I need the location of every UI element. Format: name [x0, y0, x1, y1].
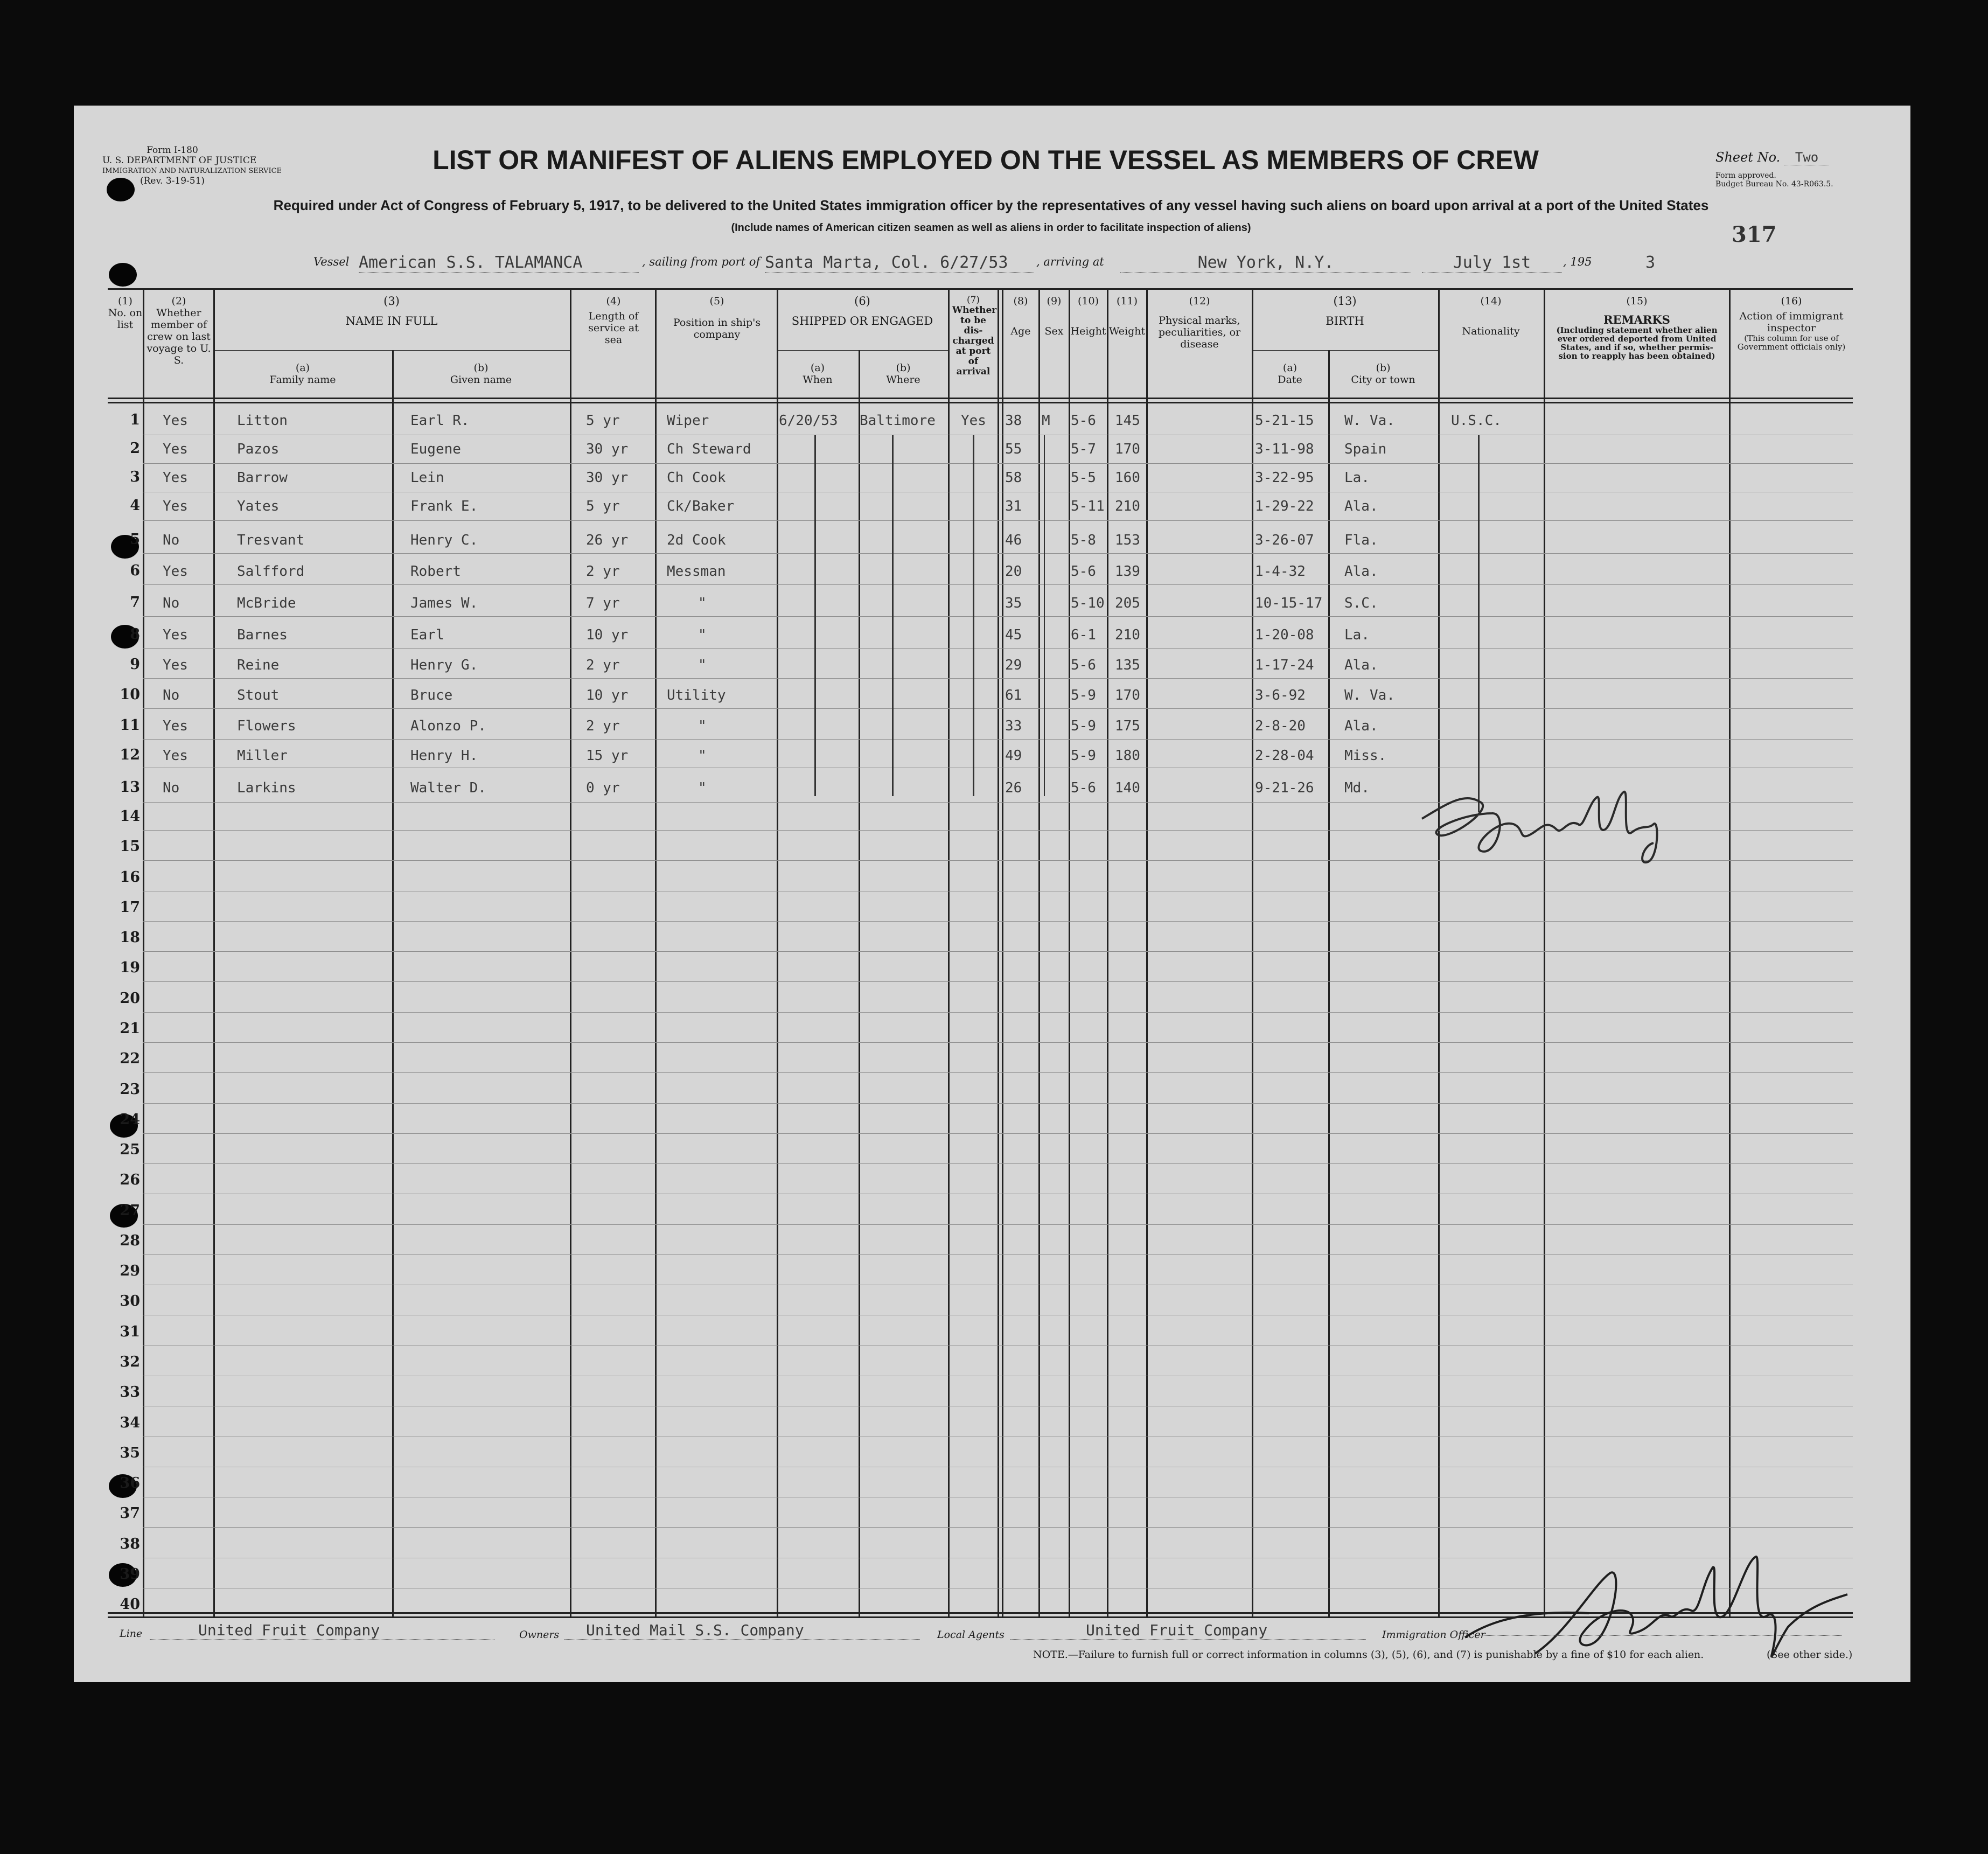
given-name-cell: Alonzo P. — [410, 718, 486, 734]
row-number: 11 — [120, 717, 140, 734]
previous-voyage-cell: Yes — [163, 748, 188, 764]
weight-cell: 210 — [1115, 627, 1140, 643]
row-number: 26 — [120, 1172, 140, 1188]
previous-voyage-cell: Yes — [163, 498, 188, 514]
given-name-cell: Bruce — [410, 687, 453, 703]
birth-place-cell: Fla. — [1344, 532, 1378, 548]
row-number: 39 — [120, 1566, 140, 1583]
weight-cell: 160 — [1115, 470, 1140, 486]
birth-place-cell: Ala. — [1344, 563, 1378, 580]
birth-date-cell: 3-11-98 — [1255, 441, 1314, 457]
row-number: 20 — [120, 990, 140, 1007]
birth-place-cell: La. — [1344, 470, 1370, 486]
col-previous-voyage-header: (2) Whether member of crew on last voyage to U. S. — [147, 295, 211, 366]
col-service-header: (4) Length of service at sea — [588, 295, 639, 346]
weight-cell: 170 — [1115, 441, 1140, 457]
discharged-cell: Yes — [961, 413, 986, 429]
sheet-number: Sheet No. Two — [1715, 150, 1829, 165]
row-number: 31 — [120, 1323, 140, 1340]
position-cell: Ck/Baker — [667, 498, 735, 514]
height-cell: 5-5 — [1071, 470, 1096, 486]
height-cell: 5-8 — [1071, 532, 1096, 548]
height-cell: 5-9 — [1071, 687, 1096, 703]
birth-place-cell: La. — [1344, 627, 1370, 643]
col-height-header: (10) Height — [1070, 295, 1106, 337]
birth-date-cell: 5-21-15 — [1255, 413, 1314, 429]
given-name-cell: Henry H. — [410, 748, 478, 764]
position-cell: Ch Steward — [667, 441, 751, 457]
service-length-cell: 10 yr — [586, 687, 629, 703]
row-number: 18 — [120, 929, 140, 946]
height-cell: 5-10 — [1071, 595, 1105, 611]
officer-label: Immigration Officer — [1382, 1629, 1485, 1641]
position-cell: " — [698, 627, 707, 643]
age-cell: 33 — [1005, 718, 1022, 734]
position-cell: " — [698, 780, 707, 796]
inspector-signature — [1417, 781, 1675, 873]
age-cell: 35 — [1005, 595, 1022, 611]
sailing-port: Santa Marta, Col. 6/27/53 — [765, 253, 1034, 273]
position-cell: Messman — [667, 563, 726, 580]
row-number: 5 — [130, 531, 140, 548]
weight-cell: 145 — [1115, 413, 1140, 429]
previous-voyage-cell: No — [163, 595, 180, 611]
line-label: Line — [120, 1628, 143, 1640]
officer-signature-line — [1476, 1633, 1842, 1636]
weight-cell: 210 — [1115, 498, 1140, 514]
previous-voyage-cell: Yes — [163, 563, 188, 580]
row-number: 38 — [120, 1536, 140, 1552]
height-cell: 6-1 — [1071, 627, 1096, 643]
position-cell: 2d Cook — [667, 532, 726, 548]
col-physical-header: (12) Physical marks, peculiarities, or disease — [1158, 295, 1241, 350]
weight-cell: 205 — [1115, 595, 1140, 611]
row-number: 4 — [130, 497, 140, 514]
birth-date-cell: 1-29-22 — [1255, 498, 1314, 514]
row-number: 40 — [120, 1596, 140, 1613]
service-length-cell: 30 yr — [586, 441, 629, 457]
birth-date-cell: 3-6-92 — [1255, 687, 1306, 703]
birth-date-cell: 9-21-26 — [1255, 780, 1314, 796]
shipped-when-cell: 6/20/53 — [779, 413, 838, 429]
birth-place-cell: Ala. — [1344, 498, 1378, 514]
height-cell: 5-6 — [1071, 780, 1096, 796]
col-name-header: (3) NAME IN FULL — [345, 295, 438, 327]
service-length-cell: 2 yr — [586, 563, 620, 580]
position-cell: " — [698, 748, 707, 764]
row-number: 35 — [120, 1445, 140, 1461]
family-name-cell: Barrow — [237, 470, 288, 486]
row-number: 34 — [120, 1414, 140, 1431]
col-remarks-header: (15) REMARKS (Including statement whether alien ever ordered deported from United States, and if so, whether permis- sion to reapply has been obtained) — [1556, 295, 1718, 361]
position-cell: " — [698, 718, 707, 734]
family-name-cell: Barnes — [237, 627, 288, 643]
budget-info: Form approved. Budget Bureau No. 43-R063.5. — [1715, 171, 1833, 189]
row-number: 32 — [120, 1354, 140, 1370]
arriving-port: New York, N.Y. — [1120, 253, 1411, 273]
age-cell: 38 — [1005, 413, 1022, 429]
height-cell: 5-7 — [1071, 441, 1096, 457]
position-cell: Ch Cook — [667, 470, 726, 486]
agents-company: United Fruit Company — [1010, 1621, 1366, 1640]
given-name-cell: Henry G. — [410, 657, 478, 673]
row-number: 7 — [130, 594, 140, 611]
birth-date-cell: 2-8-20 — [1255, 718, 1306, 734]
previous-voyage-cell: Yes — [163, 657, 188, 673]
birth-date-cell: 1-17-24 — [1255, 657, 1314, 673]
corner-stamp: 317 — [1732, 222, 1777, 247]
row-number: 37 — [120, 1505, 140, 1522]
col-birth-date-header: (a) Date — [1278, 362, 1302, 386]
vessel-label: Vessel — [313, 255, 350, 268]
birth-place-cell: Spain — [1344, 441, 1387, 457]
family-name-cell: Tresvant — [237, 532, 305, 548]
family-name-cell: Salfford — [237, 563, 305, 580]
birth-place-cell: Ala. — [1344, 657, 1378, 673]
given-name-cell: James W. — [410, 595, 478, 611]
birth-date-cell: 3-22-95 — [1255, 470, 1314, 486]
given-name-cell: Frank E. — [410, 498, 478, 514]
service-length-cell: 5 yr — [586, 413, 620, 429]
col-birth-header: (13) BIRTH — [1326, 295, 1364, 327]
age-cell: 31 — [1005, 498, 1022, 514]
col-shipped-header: (6) SHIPPED OR ENGAGED — [791, 295, 933, 327]
sex-cell: M — [1042, 413, 1050, 429]
row-number: 24 — [120, 1111, 140, 1128]
see-other-side: (See other side.) — [1767, 1649, 1853, 1661]
arrival-date: July 1st — [1422, 253, 1562, 273]
row-number: 14 — [120, 808, 140, 825]
age-cell: 46 — [1005, 532, 1022, 548]
weight-cell: 139 — [1115, 563, 1140, 580]
row-number: 36 — [120, 1475, 140, 1491]
service-length-cell: 30 yr — [586, 470, 629, 486]
row-number: 28 — [120, 1232, 140, 1249]
birth-date-cell: 3-26-07 — [1255, 532, 1314, 548]
age-cell: 29 — [1005, 657, 1022, 673]
col-discharged-header: (7) Whether to be dis- charged at port of arrival — [952, 295, 997, 377]
previous-voyage-cell: Yes — [163, 441, 188, 457]
page-note: (Include names of American citizen seamen as well as aliens in order to facilitate inspection of aliens) — [731, 222, 1251, 234]
birth-date-cell: 1-4-32 — [1255, 563, 1306, 580]
previous-voyage-cell: No — [163, 532, 180, 548]
birth-date-cell: 10-15-17 — [1255, 595, 1323, 611]
birth-place-cell: Md. — [1344, 780, 1370, 796]
family-name-cell: Flowers — [237, 718, 296, 734]
col-shipped-where-header: (b) Where — [886, 362, 920, 386]
position-cell: Utility — [667, 687, 726, 703]
agents-label: Local Agents — [937, 1629, 1005, 1641]
weight-cell: 135 — [1115, 657, 1140, 673]
family-name-cell: McBride — [237, 595, 296, 611]
row-number: 33 — [120, 1384, 140, 1400]
service-length-cell: 7 yr — [586, 595, 620, 611]
punch-hole — [109, 263, 137, 287]
given-name-cell: Lein — [410, 470, 444, 486]
sailing-label: , sailing from port of — [642, 255, 761, 268]
family-name-cell: Reine — [237, 657, 280, 673]
birth-place-cell: Ala. — [1344, 718, 1378, 734]
position-cell: Wiper — [667, 413, 709, 429]
year-prefix: , 195 — [1563, 255, 1592, 268]
birth-date-cell: 1-20-08 — [1255, 627, 1314, 643]
age-cell: 20 — [1005, 563, 1022, 580]
service-length-cell: 5 yr — [586, 498, 620, 514]
position-cell: " — [698, 595, 707, 611]
service-length-cell: 10 yr — [586, 627, 629, 643]
col-position-header: (5) Position in ship's company — [673, 295, 761, 340]
weight-cell: 180 — [1115, 748, 1140, 764]
height-cell: 5-9 — [1071, 748, 1096, 764]
row-number: 29 — [120, 1263, 140, 1279]
row-number: 3 — [130, 469, 140, 485]
nationality-cell: U.S.C. — [1451, 413, 1502, 429]
footer-note: NOTE.—Failure to furnish full or correct information in columns (3), (5), (6), and (7) is punishable by a fine of $10 for each alien. — [1033, 1649, 1704, 1661]
page-title: LIST OR MANIFEST OF ALIENS EMPLOYED ON THE VESSEL AS MEMBERS OF CREW — [433, 145, 1539, 175]
row-number: 12 — [120, 747, 140, 763]
row-number: 1 — [130, 412, 140, 428]
page-subtitle: Required under Act of Congress of February 5, 1917, to be delivered to the United States immigration officer by the representatives of any vessel having such aliens on board upon arrival at a port of the United States — [273, 197, 1709, 213]
age-cell: 45 — [1005, 627, 1022, 643]
row-number: 13 — [120, 779, 140, 796]
previous-voyage-cell: Yes — [163, 470, 188, 486]
previous-voyage-cell: No — [163, 687, 180, 703]
previous-voyage-cell: Yes — [163, 627, 188, 643]
service-length-cell: 2 yr — [586, 718, 620, 734]
row-number: 30 — [120, 1293, 140, 1309]
weight-cell: 153 — [1115, 532, 1140, 548]
age-cell: 55 — [1005, 441, 1022, 457]
col-no-header: (1) No. on list — [108, 295, 143, 331]
col-weight-header: (11) Weight — [1108, 295, 1146, 337]
given-name-cell: Earl — [410, 627, 444, 643]
given-name-cell: Eugene — [410, 441, 461, 457]
given-name-cell: Walter D. — [410, 780, 486, 796]
arriving-label: , arriving at — [1036, 255, 1104, 268]
row-number: 21 — [120, 1020, 140, 1037]
col-nationality-header: (14) Nationality — [1462, 295, 1520, 337]
row-number: 16 — [120, 869, 140, 886]
family-name-cell: Litton — [237, 413, 288, 429]
col-family-name-header: (a) Family name — [269, 362, 336, 386]
previous-voyage-cell: No — [163, 780, 180, 796]
vessel-name: American S.S. TALAMANCA — [359, 253, 639, 273]
service-length-cell: 2 yr — [586, 657, 620, 673]
age-cell: 61 — [1005, 687, 1022, 703]
family-name-cell: Yates — [237, 498, 280, 514]
given-name-cell: Henry C. — [410, 532, 478, 548]
row-number: 6 — [130, 562, 140, 579]
previous-voyage-cell: Yes — [163, 413, 188, 429]
age-cell: 49 — [1005, 748, 1022, 764]
height-cell: 5-6 — [1071, 563, 1096, 580]
col-given-name-header: (b) Given name — [450, 362, 512, 386]
col-age-header: (8) Age — [1010, 295, 1031, 337]
family-name-cell: Miller — [237, 748, 288, 764]
col-birth-city-header: (b) City or town — [1351, 362, 1415, 386]
family-name-cell: Pazos — [237, 441, 280, 457]
height-cell: 5-6 — [1071, 657, 1096, 673]
given-name-cell: Earl R. — [410, 413, 470, 429]
row-number: 27 — [120, 1202, 140, 1219]
row-number: 25 — [120, 1141, 140, 1158]
row-number: 15 — [120, 838, 140, 855]
row-number: 23 — [120, 1081, 140, 1098]
birth-place-cell: W. Va. — [1344, 413, 1395, 429]
row-number: 10 — [120, 686, 140, 703]
family-name-cell: Larkins — [237, 780, 296, 796]
row-number: 2 — [130, 440, 140, 457]
position-cell: " — [698, 657, 707, 673]
col-action-header: (16) Action of immigrant inspector (This column for use of Government officials only) — [1737, 295, 1846, 352]
form-info: Form I-180 U. S. DEPARTMENT OF JUSTICE IMMIGRATION AND NATURALIZATION SERVICE (Rev. 3-19-51) — [102, 145, 282, 186]
service-length-cell: 0 yr — [586, 780, 620, 796]
family-name-cell: Stout — [237, 687, 280, 703]
height-cell: 5-9 — [1071, 718, 1096, 734]
weight-cell: 170 — [1115, 687, 1140, 703]
row-number: 17 — [120, 899, 140, 916]
given-name-cell: Robert — [410, 563, 461, 580]
service-length-cell: 15 yr — [586, 748, 629, 764]
row-number: 9 — [130, 656, 140, 673]
row-number: 19 — [120, 959, 140, 976]
birth-place-cell: W. Va. — [1344, 687, 1395, 703]
height-cell: 5-11 — [1071, 498, 1105, 514]
age-cell: 58 — [1005, 470, 1022, 486]
height-cell: 5-6 — [1071, 413, 1096, 429]
owners-label: Owners — [519, 1629, 560, 1641]
birth-place-cell: Miss. — [1344, 748, 1387, 764]
col-shipped-when-header: (a) When — [803, 362, 833, 386]
line-company: United Fruit Company — [150, 1621, 494, 1640]
shipped-where-cell: Baltimore — [860, 413, 936, 429]
owners-company: United Mail S.S. Company — [564, 1621, 920, 1640]
row-number: 22 — [120, 1050, 140, 1067]
year-suffix: 3 — [1645, 253, 1656, 272]
age-cell: 26 — [1005, 780, 1022, 796]
birth-place-cell: S.C. — [1344, 595, 1378, 611]
weight-cell: 175 — [1115, 718, 1140, 734]
service-length-cell: 26 yr — [586, 532, 629, 548]
previous-voyage-cell: Yes — [163, 718, 188, 734]
weight-cell: 140 — [1115, 780, 1140, 796]
col-sex-header: (9) Sex — [1044, 295, 1064, 337]
row-number: 8 — [130, 626, 140, 643]
birth-date-cell: 2-28-04 — [1255, 748, 1314, 764]
